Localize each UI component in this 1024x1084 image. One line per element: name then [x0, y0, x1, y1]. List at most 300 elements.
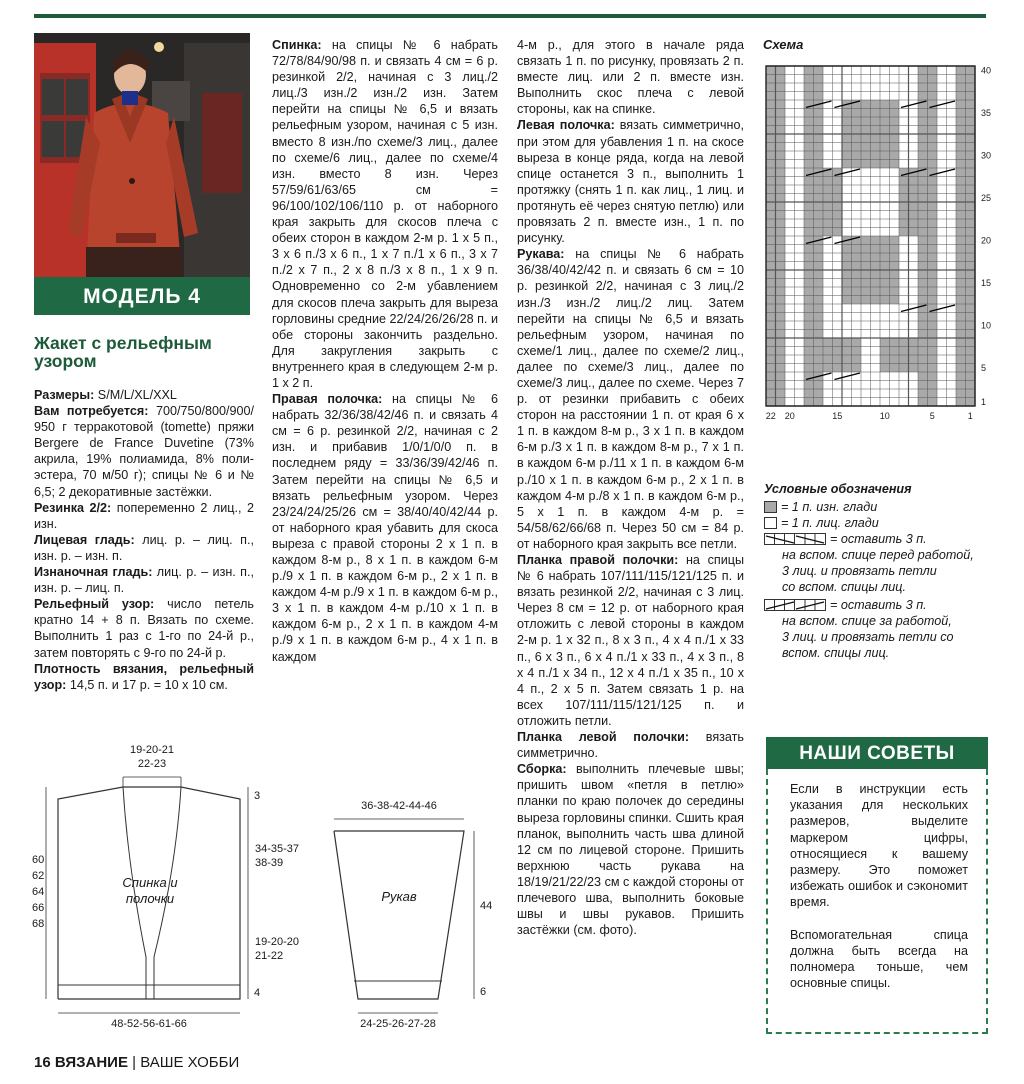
- tips-heading: НАШИ СОВЕТЫ: [766, 737, 988, 769]
- purl-cell: [966, 321, 976, 330]
- purl-cell: [918, 92, 928, 101]
- purl-cell: [880, 100, 890, 109]
- purl-cell: [833, 347, 843, 356]
- purl-cell: [766, 381, 776, 390]
- purl-cell: [918, 160, 928, 169]
- purl-cell: [776, 245, 786, 254]
- article-title: Жакет с рельефным узором: [34, 333, 212, 371]
- purl-cell: [766, 279, 776, 288]
- purl-cell: [966, 83, 976, 92]
- purl-cell: [966, 211, 976, 220]
- purl-cell: [966, 338, 976, 347]
- row-label: 30: [981, 150, 992, 161]
- dim-length-2: 62: [32, 870, 45, 882]
- purl-cell: [899, 228, 909, 237]
- model-photo: [34, 33, 250, 277]
- purl-cell: [890, 287, 900, 296]
- purl-cell: [928, 279, 938, 288]
- purl-cell: [966, 66, 976, 75]
- purl-cell: [918, 151, 928, 160]
- purl-cell: [861, 245, 871, 254]
- purl-cell: [966, 287, 976, 296]
- purl-cell: [966, 296, 976, 305]
- purl-cell: [956, 66, 966, 75]
- purl-cell: [814, 202, 824, 211]
- purl-cell: [890, 296, 900, 305]
- knit-swatch-icon: [764, 517, 777, 529]
- purl-cell: [776, 75, 786, 84]
- purl-cell: [928, 398, 938, 407]
- purl-cell: [918, 253, 928, 262]
- purl-cell: [928, 389, 938, 398]
- purl-cell: [966, 330, 976, 339]
- col1-para: [34, 403, 254, 500]
- purl-cell: [928, 151, 938, 160]
- purl-cell: [918, 194, 928, 203]
- purl-cell: [890, 134, 900, 143]
- purl-cell: [804, 287, 814, 296]
- purl-cell: [861, 236, 871, 245]
- purl-cell: [909, 194, 919, 203]
- purl-cell: [956, 211, 966, 220]
- purl-cell: [842, 109, 852, 118]
- purl-cell: [814, 253, 824, 262]
- purl-cell: [776, 236, 786, 245]
- purl-cell: [928, 109, 938, 118]
- purl-cell: [890, 151, 900, 160]
- purl-cell: [814, 228, 824, 237]
- purl-cell: [861, 109, 871, 118]
- purl-cell: [928, 66, 938, 75]
- purl-cell: [909, 219, 919, 228]
- purl-cell: [918, 389, 928, 398]
- purl-cell: [966, 398, 976, 407]
- purl-cell: [861, 134, 871, 143]
- page-number: 16: [34, 1054, 51, 1071]
- purl-cell: [966, 100, 976, 109]
- purl-cell: [909, 202, 919, 211]
- purl-cell: [899, 194, 909, 203]
- col3-para: [517, 761, 744, 938]
- purl-cell: [776, 253, 786, 262]
- purl-cell: [804, 117, 814, 126]
- dim-length-4: 66: [32, 902, 45, 914]
- purl-cell: [776, 194, 786, 203]
- purl-cell: [966, 355, 976, 364]
- purl-cell: [766, 398, 776, 407]
- purl-cell: [861, 160, 871, 169]
- purl-cell: [814, 117, 824, 126]
- purl-cell: [766, 134, 776, 143]
- purl-cell: [956, 92, 966, 101]
- purl-cell: [956, 355, 966, 364]
- tips-box: [766, 769, 988, 1034]
- purl-cell: [918, 321, 928, 330]
- purl-cell: [804, 304, 814, 313]
- purl-cell: [776, 262, 786, 271]
- purl-cell: [814, 185, 824, 194]
- purl-cell: [956, 347, 966, 356]
- purl-cell: [966, 262, 976, 271]
- purl-cell: [966, 185, 976, 194]
- purl-cell: [928, 219, 938, 228]
- purl-cell: [880, 338, 890, 347]
- purl-cell: [776, 100, 786, 109]
- purl-cell: [814, 347, 824, 356]
- purl-cell: [814, 338, 824, 347]
- para-text: попеременно 2 лиц., 2 изн.: [34, 500, 254, 531]
- row-label: 40: [981, 65, 992, 76]
- purl-cell: [956, 83, 966, 92]
- purl-cell: [766, 304, 776, 313]
- purl-cell: [823, 355, 833, 364]
- purl-cell: [776, 66, 786, 75]
- purl-cell: [861, 100, 871, 109]
- purl-cell: [814, 296, 824, 305]
- top-rule: [34, 14, 986, 18]
- back-label-2: полочки: [125, 891, 175, 906]
- dim-length-1: 60: [32, 854, 45, 866]
- purl-cell: [766, 194, 776, 203]
- purl-cell: [814, 134, 824, 143]
- purl-cell: [833, 364, 843, 373]
- purl-cell: [776, 83, 786, 92]
- purl-cell: [966, 126, 976, 135]
- purl-cell: [928, 381, 938, 390]
- purl-cell: [928, 143, 938, 152]
- purl-cell: [804, 126, 814, 135]
- purl-cell: [871, 287, 881, 296]
- purl-cell: [776, 347, 786, 356]
- magazine-name: ВЯЗАНИЕ: [54, 1054, 128, 1071]
- purl-cell: [861, 151, 871, 160]
- purl-cell: [766, 364, 776, 373]
- dim-front-2: 21-22: [255, 950, 284, 962]
- purl-cell: [918, 228, 928, 237]
- purl-cell: [899, 211, 909, 220]
- purl-cell: [890, 245, 900, 254]
- purl-cell: [956, 262, 966, 271]
- purl-cell: [776, 211, 786, 220]
- purl-cell: [804, 321, 814, 330]
- dim-sleeve-len: 44: [480, 900, 493, 912]
- purl-cell: [956, 245, 966, 254]
- purl-cell: [956, 151, 966, 160]
- purl-cell: [766, 117, 776, 126]
- purl-cell: [804, 185, 814, 194]
- purl-cell: [766, 211, 776, 220]
- legend-title: Условные обозначения: [764, 482, 912, 496]
- purl-cell: [776, 177, 786, 186]
- purl-cell: [918, 83, 928, 92]
- purl-cell: [823, 338, 833, 347]
- purl-cell: [852, 296, 862, 305]
- purl-cell: [842, 245, 852, 254]
- purl-cell: [814, 287, 824, 296]
- purl-cell: [842, 296, 852, 305]
- para-heading: Спинка:: [272, 38, 322, 52]
- purl-cell: [880, 287, 890, 296]
- purl-cell: [966, 279, 976, 288]
- purl-cell: [823, 228, 833, 237]
- purl-cell: [871, 109, 881, 118]
- purl-cell: [956, 160, 966, 169]
- purl-cell: [880, 160, 890, 169]
- purl-cell: [842, 262, 852, 271]
- purl-cell: [776, 202, 786, 211]
- purl-cell: [890, 109, 900, 118]
- purl-cell: [766, 75, 776, 84]
- purl-cell: [852, 270, 862, 279]
- purl-cell: [833, 177, 843, 186]
- purl-cell: [871, 100, 881, 109]
- purl-cell: [804, 219, 814, 228]
- purl-cell: [928, 347, 938, 356]
- purl-cell: [842, 134, 852, 143]
- col3-para: [517, 552, 744, 729]
- legend: Условные обозначения = 1 п. изн. глади = 1 п. лиц. глади = оставить 3 п. на вспом. спице перед работой, 3 лиц. и провязать петли со вспом. спицы лиц. = оставить 3 п. на вспом. спице за работой, 3 лиц. и провязать петли со вспом. спицы лиц.: [764, 481, 994, 661]
- purl-cell: [928, 160, 938, 169]
- col1-para: [34, 500, 254, 532]
- purl-cell: [804, 364, 814, 373]
- purl-cell: [814, 304, 824, 313]
- purl-cell: [918, 219, 928, 228]
- purl-cell: [880, 364, 890, 373]
- purl-cell: [880, 117, 890, 126]
- purl-cell: [804, 347, 814, 356]
- row-label: 1: [981, 397, 987, 407]
- purl-cell: [766, 126, 776, 135]
- purl-cell: [804, 279, 814, 288]
- purl-cell: [776, 313, 786, 322]
- purl-cell: [804, 202, 814, 211]
- purl-cell: [804, 83, 814, 92]
- page-footer: [34, 1054, 239, 1071]
- purl-cell: [776, 160, 786, 169]
- purl-cell: [966, 364, 976, 373]
- dim-shoulder: 3: [254, 790, 261, 802]
- purl-cell: [842, 143, 852, 152]
- purl-cell: [966, 313, 976, 322]
- purl-cell: [871, 143, 881, 152]
- purl-swatch-icon: [764, 501, 777, 513]
- purl-cell: [918, 134, 928, 143]
- purl-cell: [956, 296, 966, 305]
- purl-cell: [871, 151, 881, 160]
- purl-cell: [861, 117, 871, 126]
- purl-cell: [890, 117, 900, 126]
- purl-cell: [918, 177, 928, 186]
- purl-cell: [804, 228, 814, 237]
- purl-cell: [861, 296, 871, 305]
- purl-cell: [814, 398, 824, 407]
- purl-cell: [966, 381, 976, 390]
- purl-cell: [814, 364, 824, 373]
- purl-cell: [842, 126, 852, 135]
- purl-cell: [804, 262, 814, 271]
- purl-cell: [956, 219, 966, 228]
- purl-cell: [766, 219, 776, 228]
- purl-cell: [766, 372, 776, 381]
- purl-cell: [928, 330, 938, 339]
- purl-cell: [956, 228, 966, 237]
- purl-cell: [814, 262, 824, 271]
- dim-armhole-2: 38-39: [255, 857, 284, 869]
- para-heading: Плотность вязания, рельефный узор:: [34, 661, 254, 692]
- purl-cell: [833, 219, 843, 228]
- col3-para: [517, 246, 744, 552]
- purl-cell: [966, 202, 976, 211]
- purl-cell: [776, 287, 786, 296]
- purl-cell: [804, 381, 814, 390]
- purl-cell: [966, 347, 976, 356]
- purl-cell: [918, 126, 928, 135]
- legend-knit: = 1 п. лиц. глади: [764, 515, 994, 531]
- col-label: 22: [765, 411, 776, 421]
- purl-cell: [814, 177, 824, 186]
- purl-cell: [804, 296, 814, 305]
- purl-cell: [880, 134, 890, 143]
- purl-cell: [966, 168, 976, 177]
- purl-cell: [814, 83, 824, 92]
- purl-cell: [814, 66, 824, 75]
- purl-cell: [814, 126, 824, 135]
- purl-cell: [928, 287, 938, 296]
- text-column-2: [272, 37, 498, 665]
- purl-cell: [804, 66, 814, 75]
- para-text: 700/750/800/900/ 950 г терракотовой (tomette) пряжи Bergere de France Duvetine (73% акрила, 19% полиамида, 8% поли-эстера, 70 м/50 г); спицы № 6 и № 6,5; 2 декоративные застёжки.: [34, 404, 255, 499]
- col1-para: [34, 564, 254, 596]
- purl-cell: [766, 143, 776, 152]
- purl-cell: [823, 185, 833, 194]
- purl-cell: [766, 100, 776, 109]
- purl-cell: [804, 134, 814, 143]
- purl-cell: [766, 321, 776, 330]
- purl-cell: [776, 151, 786, 160]
- purl-cell: [880, 253, 890, 262]
- purl-cell: [928, 364, 938, 373]
- tip-2: Вспомогательная спица должна быть всегда на полномера тоньше, чем основные спицы.: [790, 927, 968, 991]
- purl-cell: [918, 279, 928, 288]
- purl-cell: [766, 202, 776, 211]
- purl-cell: [823, 219, 833, 228]
- para-text: 14,5 п. и 17 р. = 10 х 10 см.: [66, 677, 228, 692]
- purl-cell: [909, 355, 919, 364]
- row-label: 15: [981, 278, 992, 288]
- purl-cell: [880, 245, 890, 254]
- purl-cell: [814, 245, 824, 254]
- purl-cell: [956, 134, 966, 143]
- purl-cell: [918, 398, 928, 407]
- purl-cell: [776, 185, 786, 194]
- purl-cell: [766, 355, 776, 364]
- purl-cell: [966, 143, 976, 152]
- purl-cell: [956, 126, 966, 135]
- purl-cell: [804, 143, 814, 152]
- col2-para: [272, 37, 498, 391]
- purl-cell: [776, 126, 786, 135]
- row-label: 20: [981, 235, 992, 246]
- purl-cell: [766, 109, 776, 118]
- purl-cell: [918, 262, 928, 271]
- purl-cell: [918, 202, 928, 211]
- col-label: 20: [784, 411, 795, 421]
- purl-cell: [918, 236, 928, 245]
- purl-cell: [766, 313, 776, 322]
- purl-cell: [766, 262, 776, 271]
- purl-cell: [814, 279, 824, 288]
- purl-cell: [918, 287, 928, 296]
- purl-cell: [804, 253, 814, 262]
- purl-cell: [966, 228, 976, 237]
- purl-cell: [966, 117, 976, 126]
- footer-separator: |: [127, 1054, 141, 1071]
- purl-cell: [956, 279, 966, 288]
- para-heading: Лицевая гладь:: [34, 532, 135, 547]
- purl-cell: [890, 236, 900, 245]
- dim-bottom: 48-52-56-61-66: [111, 1018, 187, 1030]
- purl-cell: [766, 92, 776, 101]
- purl-cell: [861, 143, 871, 152]
- purl-cell: [804, 313, 814, 322]
- purl-cell: [918, 185, 928, 194]
- purl-cell: [823, 364, 833, 373]
- row-label: 35: [981, 108, 992, 118]
- purl-cell: [890, 100, 900, 109]
- purl-cell: [776, 296, 786, 305]
- dim-sleeve-rib: 6: [480, 986, 487, 998]
- purl-cell: [852, 160, 862, 169]
- purl-cell: [776, 321, 786, 330]
- purl-cell: [880, 109, 890, 118]
- purl-cell: [776, 143, 786, 152]
- purl-cell: [861, 253, 871, 262]
- purl-cell: [956, 321, 966, 330]
- tip-1: Если в инструкции есть указания для нескольких размеров, выделите маркером цифры, относящиеся к вашему размеру. Это поможет избежать ошибок и сэкономит время.: [790, 782, 968, 910]
- purl-cell: [804, 245, 814, 254]
- purl-cell: [918, 330, 928, 339]
- purl-cell: [928, 372, 938, 381]
- purl-cell: [804, 151, 814, 160]
- purl-cell: [956, 304, 966, 313]
- purl-cell: [823, 347, 833, 356]
- purl-cell: [928, 262, 938, 271]
- purl-cell: [899, 202, 909, 211]
- purl-cell: [861, 126, 871, 135]
- purl-cell: [871, 262, 881, 271]
- purl-cell: [852, 134, 862, 143]
- purl-cell: [966, 236, 976, 245]
- purl-cell: [766, 296, 776, 305]
- purl-cell: [814, 211, 824, 220]
- purl-cell: [956, 398, 966, 407]
- purl-cell: [852, 347, 862, 356]
- purl-cell: [918, 338, 928, 347]
- para-heading: Вам потребуется:: [34, 404, 149, 419]
- purl-cell: [909, 338, 919, 347]
- purl-cell: [852, 253, 862, 262]
- purl-cell: [842, 279, 852, 288]
- purl-cell: [928, 228, 938, 237]
- purl-cell: [776, 109, 786, 118]
- para-text: на спицы № 6 набрать 32/36/38/42/46 п. и связать 4 см = 6 р. резинкой 2/2, начиная с 2 изн. и прибавив 1/0/1/0/0 п. в последнем ряду = 33/36/39/42/46 п. Затем перейти на спицы № 6,5 и вязать рельефным узором. Через 23/24/24/25/26 см = 38/40/40/42/44 р. от наборного края убавить для скоса выреза с правой стороны 2 х 1 п. в каждом 8-м р., 8 х 1 п. в каждом 6-м р./9 х 1 п. в каждом 6-м р., 2 х 1 п. в каждом 4-м р./9 х 1 п. в каждом 6-м р., 3 х 1 п. в каждом 4-м р./10 х 1 п. в каждом 6-м р., 2 х 1 п. в каждом 4-м р./9 х 1 п. в каждом 6-м р., 4 х 1 п. в каждом: [272, 392, 498, 664]
- purl-cell: [928, 202, 938, 211]
- purl-cell: [899, 364, 909, 373]
- dim-sleeve-bottom: 24-25-26-27-28: [360, 1018, 436, 1030]
- knitting-chart: [758, 58, 990, 430]
- purl-cell: [776, 279, 786, 288]
- text-column-1: [34, 387, 254, 693]
